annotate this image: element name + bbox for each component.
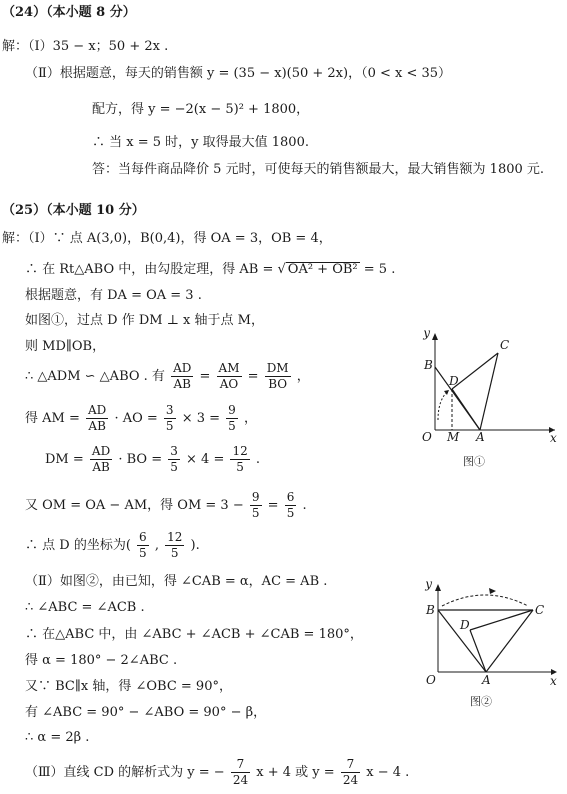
fraction: $\frac{AD}{AB}$ bbox=[91, 444, 111, 474]
fraction: $\frac{3}{5}$ bbox=[170, 444, 178, 474]
sqrt-expression: OA² + OB² bbox=[287, 262, 358, 277]
label-x: x bbox=[550, 431, 557, 445]
q25-part2-line6: 有 ∠ABC = 90° − ∠ABO = 90° − β， bbox=[25, 705, 267, 720]
q24-answer: 答：当每件商品降价 5 元时，可使每天的销售额最大，最大销售额为 1800 元. bbox=[92, 162, 545, 177]
fraction: $\frac{AM}{AO}$ bbox=[218, 361, 240, 391]
q25-part2-line3: ∴ 在△ABC 中，由 ∠ABC + ∠ACB + ∠CAB = 180°， bbox=[25, 627, 363, 642]
q25-part2-line7: ∴ α = 2β . bbox=[25, 730, 90, 745]
q25-part2-line4: 得 α = 180° − 2∠ABC . bbox=[25, 653, 178, 668]
q24-part1: 解：（Ⅰ）35 − x；50 + 2x . bbox=[2, 39, 169, 54]
label-O: O bbox=[422, 430, 432, 444]
q25-line2: ∴ 在 Rt△ABO 中，由勾股定理，得 AB = √ OA² + OB² = 5 . bbox=[25, 262, 396, 277]
q25-line9: 又 OM = OA − AM，得 OM = 3 − $\frac{9}{5}$ = $\frac{6}{5}$ . bbox=[25, 490, 307, 520]
q25-line3: 根据题意，有 DA = OA = 3 . bbox=[25, 288, 202, 303]
label-D: D bbox=[449, 374, 459, 388]
fraction: $\frac{6}{5}$ bbox=[139, 530, 147, 560]
q25-part3: （Ⅲ）直线 CD 的解析式为 y = − $\frac{7}{24}$ x + 4 或 y = $\frac{7}{24}$ x − 4 . bbox=[25, 757, 410, 787]
fraction: $\frac{7}{24}$ bbox=[342, 757, 359, 787]
label-B: B bbox=[426, 603, 435, 617]
y-axis-arrow bbox=[435, 584, 441, 591]
fraction: $\frac{12}{5}$ bbox=[167, 530, 183, 560]
segment-DC bbox=[470, 610, 533, 630]
segment-DA bbox=[470, 630, 486, 672]
q24-step2: ∴ 当 x = 5 时，y 取得最大值 1800. bbox=[92, 135, 309, 150]
fraction: $\frac{DM}{BO}$ bbox=[266, 361, 289, 391]
y-axis-arrow bbox=[432, 333, 438, 340]
label-D: D bbox=[460, 618, 470, 632]
label-O: O bbox=[426, 673, 436, 687]
segment-DA bbox=[452, 389, 480, 430]
q25-line1: 解：（Ⅰ）∵ 点 A(3,0)，B(0,4)，得 OA = 3，OB = 4， bbox=[2, 231, 332, 246]
label-C: C bbox=[500, 338, 510, 352]
q24-part2: （Ⅱ）根据题意，每天的销售额 y = (35 − x)(50 + 2x)，（0 < x < 35） bbox=[25, 66, 452, 81]
fraction: $\frac{3}{5}$ bbox=[165, 403, 174, 433]
q25-line4: 如图①，过点 D 作 DM ⊥ x 轴于点 M， bbox=[25, 313, 264, 328]
fraction: $\frac{6}{5}$ bbox=[286, 490, 295, 520]
q25-header: （25）（本小题 10 分） bbox=[2, 203, 145, 218]
q25-line7: 得 AM = $\frac{AD}{AB}$ · AO = $\frac{3}{5}$ × 3 = $\frac{9}{5}$ ， bbox=[25, 403, 257, 433]
label-C: C bbox=[535, 603, 545, 617]
fraction: $\frac{12}{5}$ bbox=[232, 444, 248, 474]
figure-1-caption: 图① bbox=[463, 455, 485, 468]
q25-part2-line5: 又∵ BC∥x 轴，得 ∠OBC = 90°， bbox=[25, 679, 232, 694]
q25-line8: DM = $\frac{AD}{AB}$ · BO = $\frac{3}{5}$ × 4 = $\frac{12}{5}$ . bbox=[45, 444, 261, 474]
q25-part2-line2: ∴ ∠ABC = ∠ACB . bbox=[25, 600, 145, 615]
fraction: $\frac{AD}{AB}$ bbox=[88, 403, 107, 433]
figure-2-caption: 图② bbox=[470, 695, 492, 708]
arc-dashed bbox=[442, 595, 528, 606]
q25-part2-line1: （Ⅱ）如图②，由已知，得 ∠CAB = α，AC = AB . bbox=[25, 574, 328, 589]
arc-arrowhead bbox=[489, 588, 496, 594]
segment-AC bbox=[486, 610, 533, 672]
fraction: $\frac{9}{5}$ bbox=[228, 403, 236, 433]
arc-arrow bbox=[438, 391, 448, 420]
label-A: A bbox=[476, 430, 485, 444]
fraction: $\frac{9}{5}$ bbox=[251, 490, 260, 520]
q25-line6: ∴ △ADM ∽ △ABO . 有 $\frac{AD}{AB}$ = $\frac{AM}{AO}$ = $\frac{DM}{BO}$ ， bbox=[25, 361, 310, 391]
arc-arrowhead bbox=[444, 390, 449, 395]
label-A: A bbox=[482, 673, 491, 687]
fraction: $\frac{7}{24}$ bbox=[232, 757, 249, 787]
figure-1-diagram bbox=[410, 325, 560, 450]
q24-step1: 配方，得 y = −2(x − 5)² + 1800， bbox=[92, 102, 310, 117]
figure-2-diagram bbox=[420, 578, 560, 690]
fraction: $\frac{AD}{AB}$ bbox=[173, 361, 192, 391]
label-M: M bbox=[447, 430, 460, 444]
q25-line5: 则 MD∥OB， bbox=[25, 339, 106, 354]
q25-line10: ∴ 点 D 的坐标为( $\frac{6}{5}$ , $\frac{12}{5}$ ). bbox=[25, 530, 200, 560]
label-y: y bbox=[423, 326, 430, 340]
label-y: y bbox=[425, 578, 432, 591]
label-B: B bbox=[424, 358, 433, 372]
q24-header: （24）（本小题 8 分） bbox=[2, 5, 136, 20]
label-x: x bbox=[550, 674, 557, 688]
